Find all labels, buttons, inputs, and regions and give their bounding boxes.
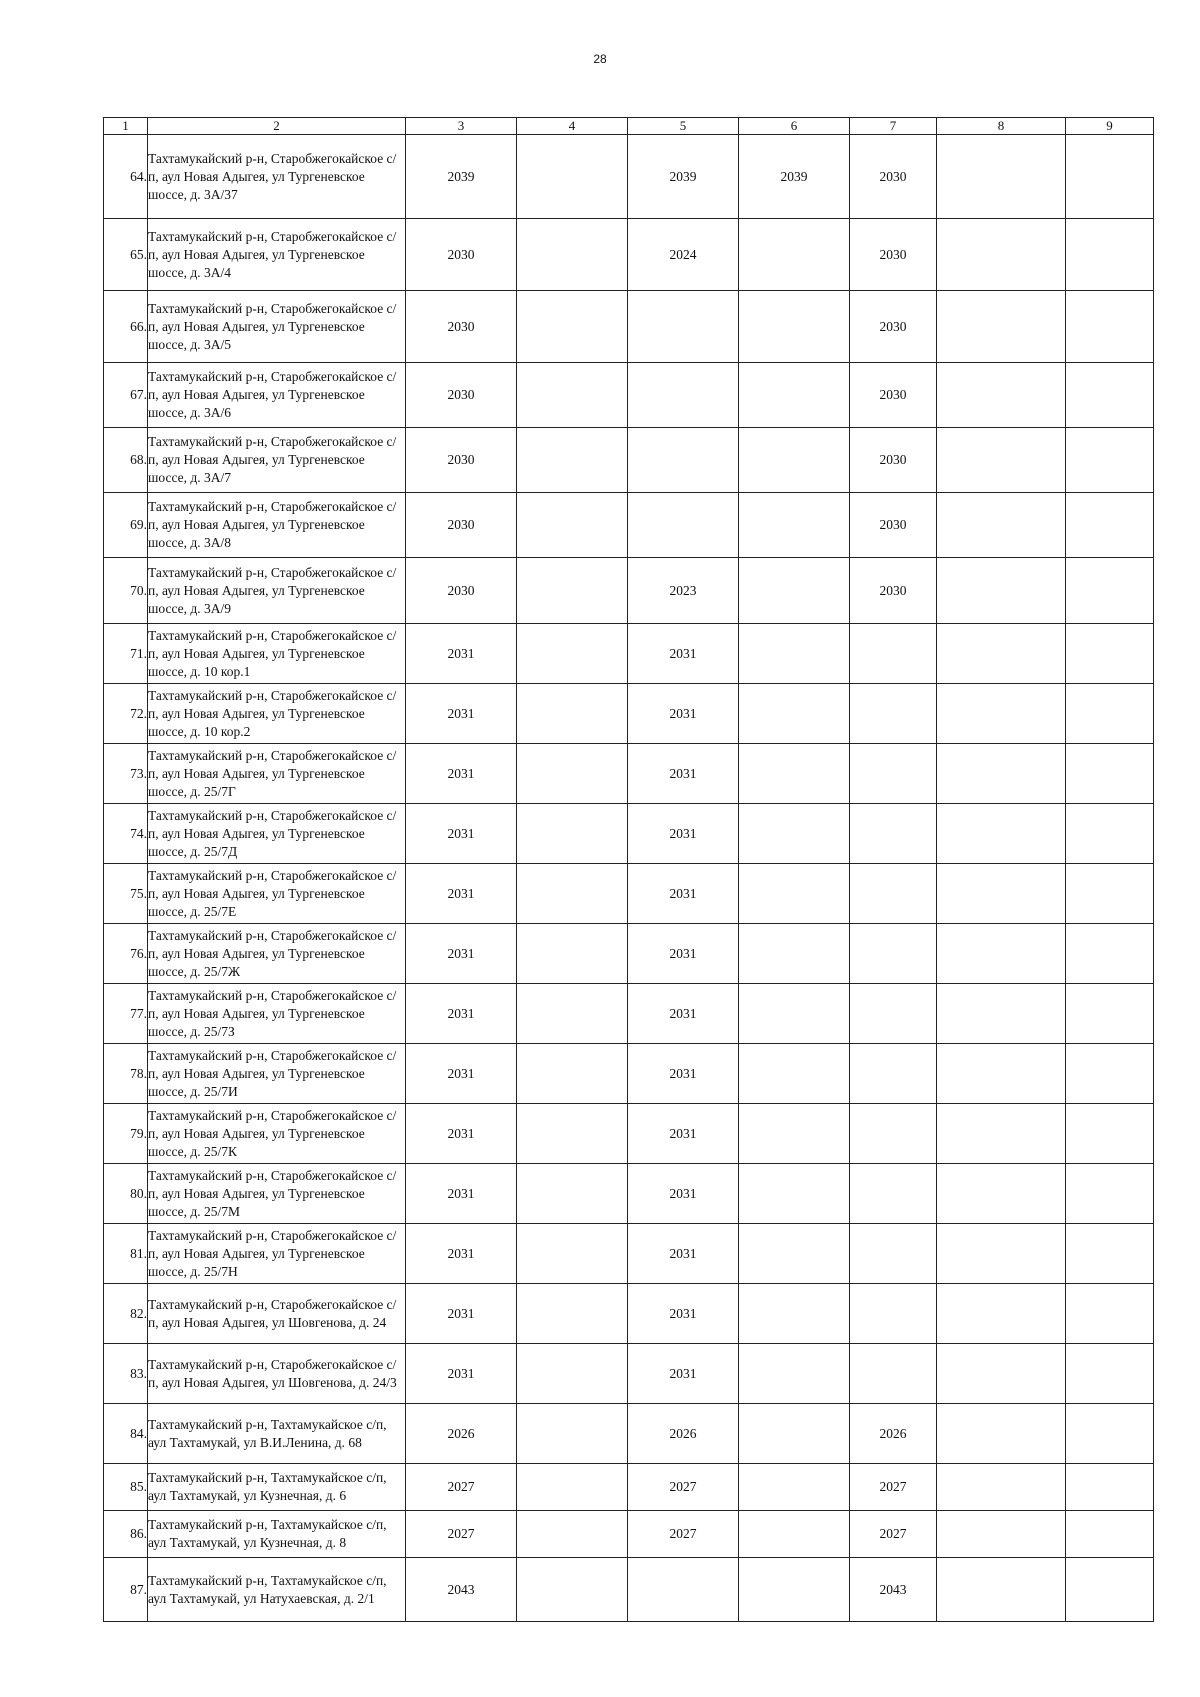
column-number-header-row (104, 118, 1154, 135)
year-cell-c8 (937, 924, 1066, 984)
year-cell-c5: 2031 (628, 1104, 739, 1164)
year-cell-c7 (850, 1284, 937, 1344)
year-cell-c9 (1066, 624, 1154, 684)
column-header: 6 (739, 118, 850, 135)
year-cell-c9 (1066, 864, 1154, 924)
year-cell-c4 (517, 624, 628, 684)
year-cell-c4 (517, 684, 628, 744)
year-cell-c5: 2031 (628, 684, 739, 744)
year-cell-c3: 2043 (406, 1558, 517, 1622)
year-cell-c7: 2030 (850, 363, 937, 428)
year-cell-c5: 2031 (628, 1284, 739, 1344)
year-cell-c7 (850, 924, 937, 984)
year-cell-c9 (1066, 493, 1154, 558)
address-cell: Тахтамукайский р-н, Старобжегокайское с/п, аул Новая Адыгея, ул Тургеневское шоссе, д. 25/7Г (148, 744, 406, 804)
table-row (104, 1284, 1154, 1344)
row-number-cell: 66. (104, 291, 148, 363)
year-cell-c6 (739, 363, 850, 428)
year-cell-c9 (1066, 1558, 1154, 1622)
table-row (104, 1511, 1154, 1558)
year-cell-c3: 2031 (406, 1044, 517, 1104)
year-cell-c4 (517, 1344, 628, 1404)
row-number-cell: 73. (104, 744, 148, 804)
year-cell-c9 (1066, 1464, 1154, 1511)
year-cell-c5 (628, 291, 739, 363)
address-cell: Тахтамукайский р-н, Старобжегокайское с/п, аул Новая Адыгея, ул Тургеневское шоссе, д. 25/7Д (148, 804, 406, 864)
year-cell-c9 (1066, 1164, 1154, 1224)
year-cell-c5: 2026 (628, 1404, 739, 1464)
address-cell: Тахтамукайский р-н, Старобжегокайское с/п, аул Новая Адыгея, ул Тургеневское шоссе, д. 25/7И (148, 1044, 406, 1104)
year-cell-c5: 2031 (628, 744, 739, 804)
address-cell: Тахтамукайский р-н, Старобжегокайское с/п, аул Новая Адыгея, ул Тургеневское шоссе, д. 3А/37 (148, 135, 406, 219)
year-cell-c7: 2030 (850, 558, 937, 624)
year-cell-c9 (1066, 924, 1154, 984)
year-cell-c8 (937, 558, 1066, 624)
row-number-cell: 70. (104, 558, 148, 624)
year-cell-c6 (739, 624, 850, 684)
table-body (104, 135, 1154, 1622)
year-cell-c8 (937, 1404, 1066, 1464)
year-cell-c5: 2031 (628, 1164, 739, 1224)
year-cell-c3: 2031 (406, 1284, 517, 1344)
year-cell-c4 (517, 864, 628, 924)
year-cell-c4 (517, 1464, 628, 1511)
year-cell-c5: 2031 (628, 984, 739, 1044)
row-number-cell: 77. (104, 984, 148, 1044)
row-number-cell: 79. (104, 1104, 148, 1164)
year-cell-c3: 2030 (406, 291, 517, 363)
year-cell-c8 (937, 1224, 1066, 1284)
row-number-cell: 67. (104, 363, 148, 428)
year-cell-c8 (937, 1464, 1066, 1511)
year-cell-c7 (850, 1164, 937, 1224)
year-cell-c3: 2027 (406, 1464, 517, 1511)
year-cell-c8 (937, 1511, 1066, 1558)
year-cell-c7 (850, 984, 937, 1044)
year-cell-c4 (517, 493, 628, 558)
year-cell-c8 (937, 291, 1066, 363)
year-cell-c3: 2031 (406, 864, 517, 924)
year-cell-c7 (850, 1104, 937, 1164)
year-cell-c7 (850, 624, 937, 684)
address-cell: Тахтамукайский р-н, Старобжегокайское с/п, аул Новая Адыгея, ул Тургеневское шоссе, д. 10 кор.1 (148, 624, 406, 684)
address-cell: Тахтамукайский р-н, Старобжегокайское с/п, аул Новая Адыгея, ул Шовгенова, д. 24 (148, 1284, 406, 1344)
year-cell-c9 (1066, 1044, 1154, 1104)
table-row (104, 984, 1154, 1044)
year-cell-c7: 2027 (850, 1464, 937, 1511)
address-cell: Тахтамукайский р-н, Старобжегокайское с/п, аул Новая Адыгея, ул Тургеневское шоссе, д. 3А/4 (148, 219, 406, 291)
year-cell-c6 (739, 558, 850, 624)
column-header: 9 (1066, 118, 1154, 135)
table-row (104, 804, 1154, 864)
year-cell-c5: 2024 (628, 219, 739, 291)
year-cell-c7 (850, 864, 937, 924)
address-cell: Тахтамукайский р-н, Старобжегокайское с/п, аул Новая Адыгея, ул Тургеневское шоссе, д. 25/7Ж (148, 924, 406, 984)
year-cell-c4 (517, 1104, 628, 1164)
year-cell-c3: 2031 (406, 1344, 517, 1404)
year-cell-c3: 2030 (406, 363, 517, 428)
year-cell-c8 (937, 363, 1066, 428)
table-row (104, 624, 1154, 684)
year-cell-c7: 2043 (850, 1558, 937, 1622)
year-cell-c8 (937, 135, 1066, 219)
year-cell-c7: 2030 (850, 135, 937, 219)
year-cell-c4 (517, 558, 628, 624)
column-header: 3 (406, 118, 517, 135)
year-cell-c9 (1066, 363, 1154, 428)
year-cell-c6 (739, 1464, 850, 1511)
year-cell-c6 (739, 924, 850, 984)
table-row (104, 744, 1154, 804)
address-cell: Тахтамукайский р-н, Старобжегокайское с/п, аул Новая Адыгея, ул Тургеневское шоссе, д. 3А/7 (148, 428, 406, 493)
year-cell-c3: 2030 (406, 219, 517, 291)
year-cell-c8 (937, 1044, 1066, 1104)
address-cell: Тахтамукайский р-н, Тахтамукайское с/п, аул Тахтамукай, ул Кузнечная, д. 6 (148, 1464, 406, 1511)
year-cell-c6 (739, 1284, 850, 1344)
year-cell-c3: 2031 (406, 1104, 517, 1164)
year-cell-c6 (739, 291, 850, 363)
year-cell-c5 (628, 493, 739, 558)
year-cell-c5 (628, 363, 739, 428)
table-row (104, 1558, 1154, 1622)
row-number-cell: 78. (104, 1044, 148, 1104)
address-cell: Тахтамукайский р-н, Тахтамукайское с/п, аул Тахтамукай, ул В.И.Ленина, д. 68 (148, 1404, 406, 1464)
address-cell: Тахтамукайский р-н, Старобжегокайское с/п, аул Новая Адыгея, ул Тургеневское шоссе, д. 25/7Е (148, 864, 406, 924)
year-cell-c4 (517, 1224, 628, 1284)
year-cell-c5: 2023 (628, 558, 739, 624)
year-cell-c5: 2031 (628, 1224, 739, 1284)
column-header: 4 (517, 118, 628, 135)
year-cell-c8 (937, 804, 1066, 864)
year-cell-c3: 2026 (406, 1404, 517, 1464)
year-cell-c6 (739, 428, 850, 493)
table-row (104, 1224, 1154, 1284)
year-cell-c4 (517, 1404, 628, 1464)
year-cell-c3: 2039 (406, 135, 517, 219)
year-cell-c7 (850, 744, 937, 804)
year-cell-c5: 2039 (628, 135, 739, 219)
year-cell-c6 (739, 684, 850, 744)
table-row (104, 1464, 1154, 1511)
year-cell-c4 (517, 984, 628, 1044)
year-cell-c6 (739, 493, 850, 558)
year-cell-c9 (1066, 428, 1154, 493)
year-cell-c9 (1066, 1404, 1154, 1464)
year-cell-c3: 2030 (406, 558, 517, 624)
year-cell-c5: 2031 (628, 1344, 739, 1404)
year-cell-c5: 2031 (628, 804, 739, 864)
year-cell-c6 (739, 1558, 850, 1622)
year-cell-c5: 2027 (628, 1511, 739, 1558)
year-cell-c6 (739, 744, 850, 804)
year-cell-c5: 2027 (628, 1464, 739, 1511)
year-cell-c3: 2031 (406, 804, 517, 864)
year-cell-c6 (739, 864, 850, 924)
year-cell-c8 (937, 684, 1066, 744)
year-cell-c4 (517, 744, 628, 804)
row-number-cell: 72. (104, 684, 148, 744)
year-cell-c8 (937, 984, 1066, 1044)
column-header: 2 (148, 118, 406, 135)
address-cell: Тахтамукайский р-н, Старобжегокайское с/п, аул Новая Адыгея, ул Шовгенова, д. 24/3 (148, 1344, 406, 1404)
year-cell-c8 (937, 864, 1066, 924)
year-cell-c7: 2030 (850, 219, 937, 291)
year-cell-c6: 2039 (739, 135, 850, 219)
year-cell-c9 (1066, 744, 1154, 804)
table-row (104, 363, 1154, 428)
year-cell-c8 (937, 744, 1066, 804)
year-cell-c4 (517, 135, 628, 219)
table-row (104, 219, 1154, 291)
table-row (104, 135, 1154, 219)
year-cell-c7: 2027 (850, 1511, 937, 1558)
row-number-cell: 82. (104, 1284, 148, 1344)
row-number-cell: 75. (104, 864, 148, 924)
address-cell: Тахтамукайский р-н, Старобжегокайское с/п, аул Новая Адыгея, ул Тургеневское шоссе, д. 3А/8 (148, 493, 406, 558)
column-header: 5 (628, 118, 739, 135)
table-row (104, 291, 1154, 363)
table-row (104, 684, 1154, 744)
column-header: 1 (104, 118, 148, 135)
row-number-cell: 74. (104, 804, 148, 864)
row-number-cell: 87. (104, 1558, 148, 1622)
year-cell-c8 (937, 219, 1066, 291)
year-cell-c9 (1066, 291, 1154, 363)
year-cell-c3: 2031 (406, 684, 517, 744)
year-cell-c8 (937, 1558, 1066, 1622)
year-cell-c8 (937, 428, 1066, 493)
year-cell-c9 (1066, 1344, 1154, 1404)
year-cell-c9 (1066, 1511, 1154, 1558)
registry-table (103, 117, 1154, 1622)
year-cell-c6 (739, 804, 850, 864)
year-cell-c6 (739, 219, 850, 291)
year-cell-c7 (850, 1044, 937, 1104)
year-cell-c7: 2030 (850, 428, 937, 493)
year-cell-c7 (850, 1224, 937, 1284)
row-number-cell: 80. (104, 1164, 148, 1224)
address-cell: Тахтамукайский р-н, Старобжегокайское с/п, аул Новая Адыгея, ул Тургеневское шоссе, д. 25/7З (148, 984, 406, 1044)
year-cell-c3: 2031 (406, 924, 517, 984)
year-cell-c6 (739, 1511, 850, 1558)
year-cell-c9 (1066, 1104, 1154, 1164)
year-cell-c9 (1066, 804, 1154, 864)
year-cell-c9 (1066, 219, 1154, 291)
row-number-cell: 64. (104, 135, 148, 219)
address-cell: Тахтамукайский р-н, Тахтамукайское с/п, аул Тахтамукай, ул Кузнечная, д. 8 (148, 1511, 406, 1558)
year-cell-c4 (517, 219, 628, 291)
year-cell-c5 (628, 428, 739, 493)
table-row (104, 1404, 1154, 1464)
year-cell-c4 (517, 363, 628, 428)
year-cell-c7: 2030 (850, 291, 937, 363)
table-row (104, 1044, 1154, 1104)
year-cell-c4 (517, 1164, 628, 1224)
year-cell-c3: 2031 (406, 984, 517, 1044)
year-cell-c7 (850, 1344, 937, 1404)
year-cell-c4 (517, 804, 628, 864)
year-cell-c7: 2030 (850, 493, 937, 558)
year-cell-c4 (517, 1511, 628, 1558)
table-row (104, 1164, 1154, 1224)
year-cell-c5: 2031 (628, 624, 739, 684)
year-cell-c9 (1066, 1284, 1154, 1344)
year-cell-c8 (937, 624, 1066, 684)
year-cell-c3: 2027 (406, 1511, 517, 1558)
table-row (104, 924, 1154, 984)
table-row (104, 493, 1154, 558)
year-cell-c8 (937, 1164, 1066, 1224)
page-number: 28 (593, 52, 607, 66)
year-cell-c7: 2026 (850, 1404, 937, 1464)
year-cell-c4 (517, 1558, 628, 1622)
year-cell-c4 (517, 291, 628, 363)
row-number-cell: 65. (104, 219, 148, 291)
table-row (104, 558, 1154, 624)
year-cell-c8 (937, 493, 1066, 558)
year-cell-c4 (517, 1044, 628, 1104)
address-cell: Тахтамукайский р-н, Тахтамукайское с/п, аул Тахтамукай, ул Натухаевская, д. 2/1 (148, 1558, 406, 1622)
year-cell-c4 (517, 924, 628, 984)
address-cell: Тахтамукайский р-н, Старобжегокайское с/п, аул Новая Адыгея, ул Тургеневское шоссе, д. 25/7Н (148, 1224, 406, 1284)
address-cell: Тахтамукайский р-н, Старобжегокайское с/п, аул Новая Адыгея, ул Тургеневское шоссе, д. 3А/6 (148, 363, 406, 428)
year-cell-c3: 2030 (406, 428, 517, 493)
year-cell-c9 (1066, 135, 1154, 219)
year-cell-c8 (937, 1284, 1066, 1344)
year-cell-c9 (1066, 684, 1154, 744)
year-cell-c3: 2031 (406, 744, 517, 804)
address-cell: Тахтамукайский р-н, Старобжегокайское с/п, аул Новая Адыгея, ул Тургеневское шоссе, д. 25/7М (148, 1164, 406, 1224)
year-cell-c5: 2031 (628, 864, 739, 924)
year-cell-c9 (1066, 558, 1154, 624)
address-cell: Тахтамукайский р-н, Старобжегокайское с/п, аул Новая Адыгея, ул Тургеневское шоссе, д. 3А/9 (148, 558, 406, 624)
year-cell-c4 (517, 1284, 628, 1344)
year-cell-c7 (850, 804, 937, 864)
year-cell-c6 (739, 1344, 850, 1404)
year-cell-c6 (739, 1224, 850, 1284)
table-row (104, 1104, 1154, 1164)
year-cell-c9 (1066, 1224, 1154, 1284)
column-header: 8 (937, 118, 1066, 135)
year-cell-c3: 2031 (406, 1224, 517, 1284)
year-cell-c8 (937, 1344, 1066, 1404)
row-number-cell: 86. (104, 1511, 148, 1558)
year-cell-c6 (739, 984, 850, 1044)
row-number-cell: 69. (104, 493, 148, 558)
row-number-cell: 68. (104, 428, 148, 493)
column-header: 7 (850, 118, 937, 135)
row-number-cell: 84. (104, 1404, 148, 1464)
year-cell-c5 (628, 1558, 739, 1622)
table-row (104, 864, 1154, 924)
year-cell-c3: 2031 (406, 1164, 517, 1224)
address-cell: Тахтамукайский р-н, Старобжегокайское с/п, аул Новая Адыгея, ул Тургеневское шоссе, д. 10 кор.2 (148, 684, 406, 744)
year-cell-c8 (937, 1104, 1066, 1164)
year-cell-c3: 2030 (406, 493, 517, 558)
year-cell-c4 (517, 428, 628, 493)
year-cell-c3: 2031 (406, 624, 517, 684)
row-number-cell: 76. (104, 924, 148, 984)
year-cell-c6 (739, 1044, 850, 1104)
row-number-cell: 81. (104, 1224, 148, 1284)
address-cell: Тахтамукайский р-н, Старобжегокайское с/п, аул Новая Адыгея, ул Тургеневское шоссе, д. 3А/5 (148, 291, 406, 363)
row-number-cell: 83. (104, 1344, 148, 1404)
row-number-cell: 71. (104, 624, 148, 684)
year-cell-c5: 2031 (628, 1044, 739, 1104)
year-cell-c7 (850, 684, 937, 744)
year-cell-c6 (739, 1104, 850, 1164)
address-cell: Тахтамукайский р-н, Старобжегокайское с/п, аул Новая Адыгея, ул Тургеневское шоссе, д. 25/7К (148, 1104, 406, 1164)
row-number-cell: 85. (104, 1464, 148, 1511)
year-cell-c9 (1066, 984, 1154, 1044)
year-cell-c6 (739, 1404, 850, 1464)
table-row (104, 428, 1154, 493)
year-cell-c5: 2031 (628, 924, 739, 984)
table-row (104, 1344, 1154, 1404)
year-cell-c6 (739, 1164, 850, 1224)
